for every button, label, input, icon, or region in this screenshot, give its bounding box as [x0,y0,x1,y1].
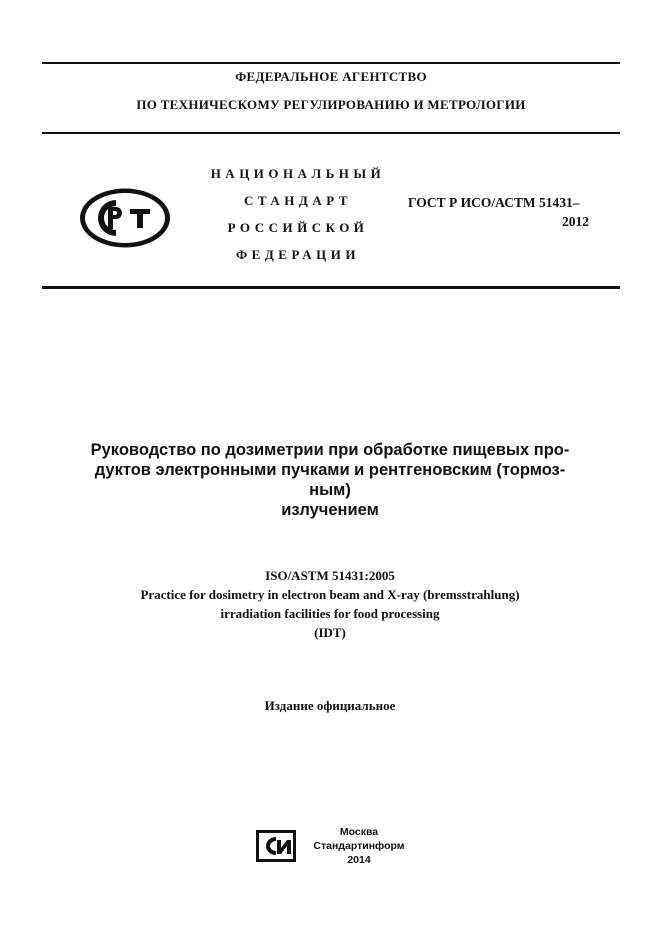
standard-divider [42,286,620,289]
agency-line-2: ПО ТЕХНИЧЕСКОМУ РЕГУЛИРОВАНИЮ И МЕТРОЛОГИИ [136,97,526,112]
agency-line-1: ФЕДЕРАЛЬНОЕ АГЕНТСТВО [235,69,427,84]
std-line-3: РОССИЙСКОЙ [227,220,369,235]
publisher-name: Стандартинформ [313,840,405,852]
document-title [60,440,600,520]
iso-line-4: (IDT) [314,625,346,640]
edition-label: Издание официальное [264,698,396,713]
standartinform-logo [256,830,296,862]
iso-reference [60,566,600,642]
std-line-4: ФЕДЕРАЦИИ [236,247,360,262]
publisher-info [300,825,418,867]
gost-code-line-1: ГОСТ Р ИСО/АСТМ 51431– [408,195,580,210]
title-line-1: Руководство по дозиметрии при обработке пищевых про- [90,441,570,459]
title-line-3: ным) [309,481,351,499]
std-line-1: НАЦИОНАЛЬНЫЙ [210,166,386,181]
iso-line-3: irradiation facilities for food processing [220,606,440,621]
publisher-year: 2014 [347,854,371,866]
gost-code-line-2: 2012 [562,214,589,229]
gost-logo [78,187,172,249]
header-divider [42,132,620,134]
title-line-2: дуктов электронными пучками и рентгеновским (тормоз- [94,461,566,479]
iso-line-2: Practice for dosimetry in electron beam and X-ray (bremsstrahlung) [140,587,520,602]
std-line-2: СТАНДАРТ [243,193,352,208]
title-line-4: излучением [281,501,379,519]
top-rule [42,62,620,64]
national-standard-block [186,160,410,268]
iso-line-1: ISO/ASTM 51431:2005 [265,568,395,583]
gost-logo-text: РСТ [125,247,127,248]
gost-code [408,193,614,231]
publisher-city: Москва [339,826,379,838]
